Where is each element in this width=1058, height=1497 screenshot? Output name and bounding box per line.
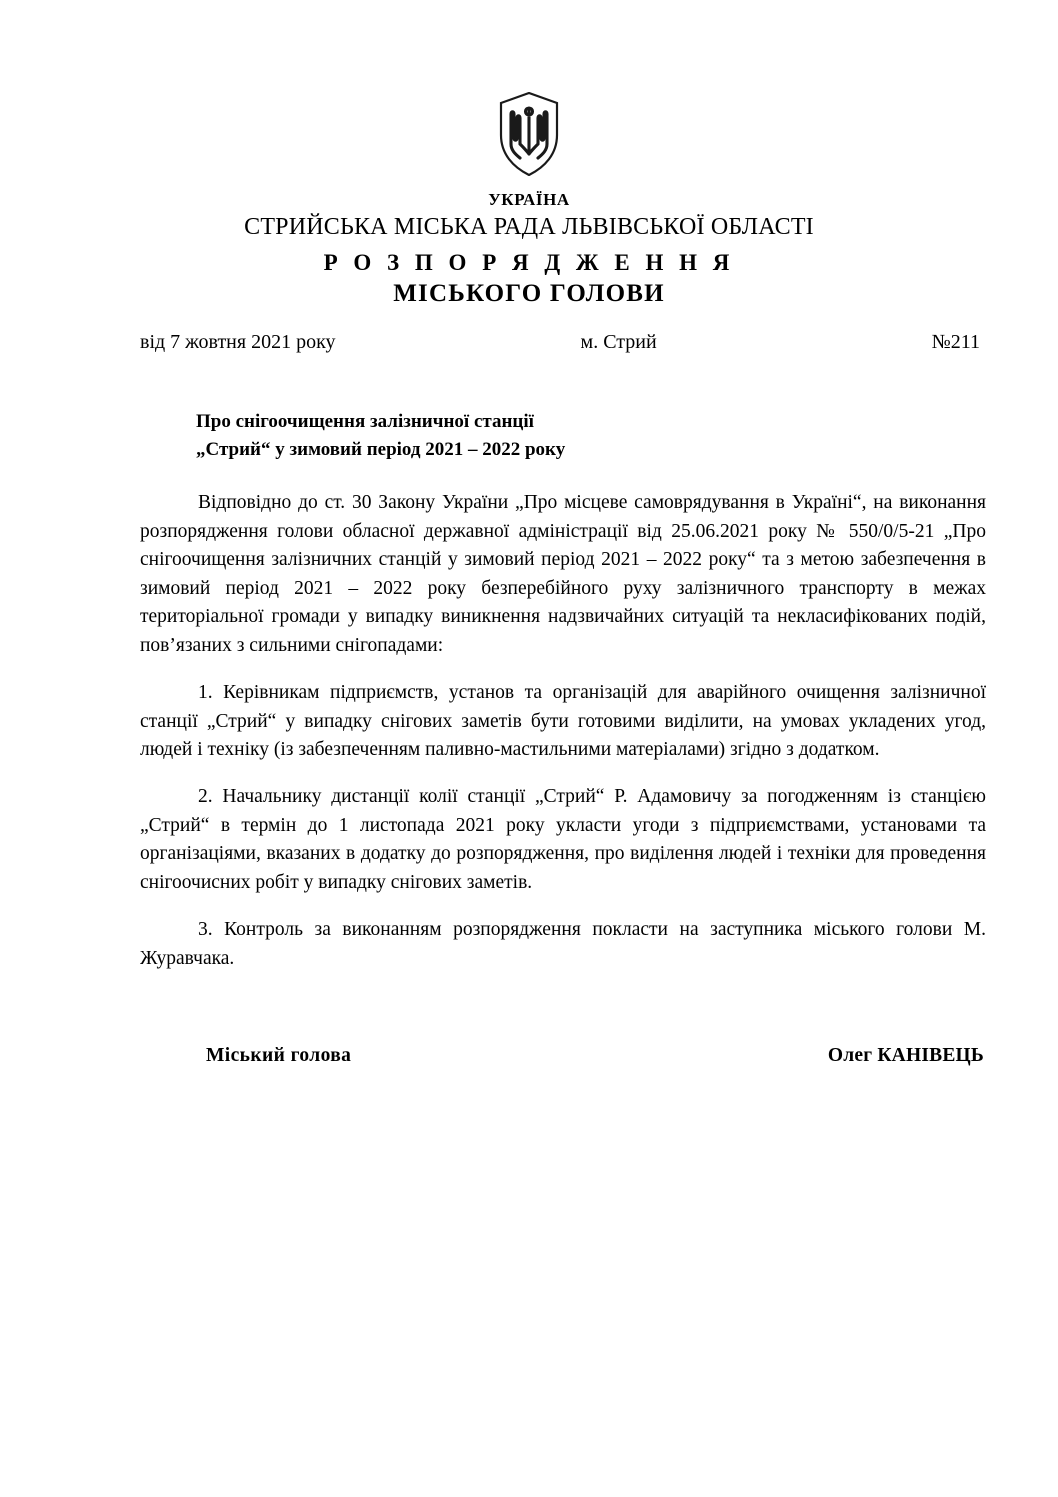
document-number: №211: [931, 331, 980, 354]
document-body: [0, 489, 1058, 973]
body-item-3: 3. Контроль за виконанням розпорядження покласти на заступника міського голови М. Журавчака.: [140, 919, 986, 969]
document-subject: [0, 408, 1058, 463]
header-country: УКРАЇНА: [488, 190, 570, 209]
body-item-1: 1. Керівникам підприємств, установ та організацій для аварійного очищення залізничної станції „Стрий“ у випадку снігових заметів бути готовими виділити, на умовах укладених угод, людей і техніку (із забезпеченням паливно-мастильними матеріалами) згідно з додатком.: [140, 682, 986, 760]
body-intro: Відповідно до ст. 30 Закону України „Про місцеве самоврядування в Україні“, на виконання розпорядження голови обласної державної адміністрації від 25.06.2021 року № 550/0/5-21 „Про снігоочищення залізничних станцій у зимовий період 2021 – 2022 року“ та з метою забезпечення в зимовий період 2021 – 2022 року безперебійного руху залізничного транспорту в межах територіальної громади у випадку виникнення надзвичайних ситуацій та некласифікованих подій, пов’язаних з сильними снігопадами:: [140, 492, 986, 656]
document-meta: [0, 331, 1058, 354]
body-item-2: 2. Начальнику дистанції колії станції „Стрий“ Р. Адамовичу за погодженням із станцією „Стрий“ в термін до 1 листопада 2021 року укласти угоди з підприємствами, установами та організаціями, вказаних в додатку до розпорядження, про виділення людей і техніки для проведення снігоочисних робіт у випадку снігових заметів.: [140, 786, 986, 893]
header-order-type: Р О З П О Р Я Д Ж Е Н Н Я: [323, 249, 735, 275]
signature-block: [0, 1045, 1058, 1067]
document-header: [0, 190, 1058, 309]
subject-line-1: Про снігоочищення залізничної станції: [196, 411, 534, 433]
subject-line-2: „Стрий“ у зимовий період 2021 – 2022 року: [196, 438, 566, 460]
header-mayor: МІСЬКОГО ГОЛОВИ: [393, 280, 665, 308]
ukraine-trident-emblem-icon: [498, 92, 560, 176]
header-council: СТРИЙСЬКА МІСЬКА РАДА ЛЬВІВСЬКОЇ ОБЛАСТІ: [244, 213, 814, 240]
signature-name: Олег КАНІВЕЦЬ: [827, 1045, 984, 1067]
document-city: м. Стрий: [580, 331, 657, 354]
signature-title: Міський голова: [206, 1045, 352, 1067]
emblem-container: [0, 0, 1058, 176]
document-date: від 7 жовтня 2021 року: [140, 331, 336, 354]
